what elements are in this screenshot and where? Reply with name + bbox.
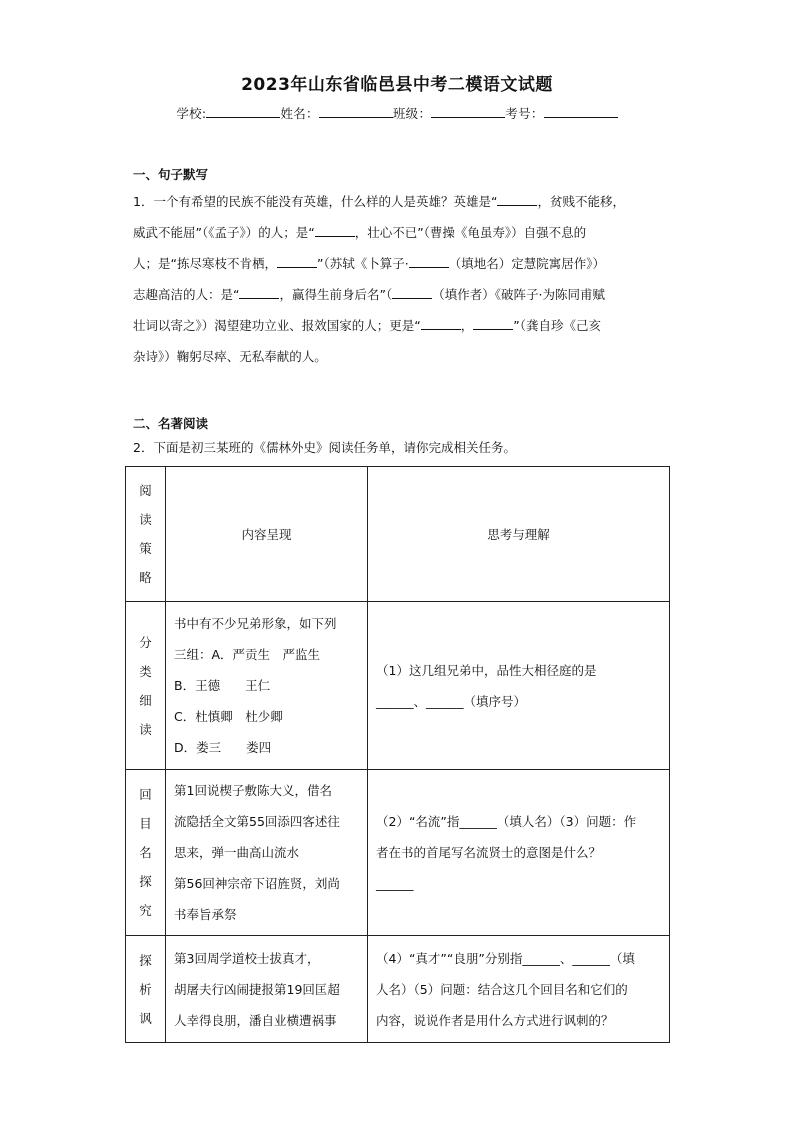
row-content: 第3回周学道校士拔真才， 胡屠夫行凶闹捷报第19回匡超 人幸得良朋，潘自业横遭祸事 bbox=[166, 936, 368, 1043]
table-row bbox=[126, 770, 670, 936]
q1-line-4: 志趣高洁的人：是“ ，赢得生前身后名”（ （填作者）《破阵子·为陈同甫赋 bbox=[133, 287, 605, 302]
section1-heading: 一、句子默写 bbox=[133, 167, 209, 182]
row-strategy: 分类细读 bbox=[126, 602, 166, 770]
row-thinking[interactable]: （4）“真才”“良朋”分别指______、______（填 人名）（5）问题：结合这几个回目名和它们的 内容，说说作者是用什么方式进行讽刺的？ bbox=[368, 936, 670, 1043]
question1-text bbox=[133, 186, 673, 372]
q1-line-5: 壮词以寄之》）渴望建功立业、报效国家的人；更是“ ， ”（龚自珍《己亥 bbox=[133, 318, 601, 333]
q1-line-1: 1．一个有希望的民族不能没有英雄，什么样的人是英雄？英雄是“ ，贫贱不能移， bbox=[133, 194, 625, 209]
class-blank[interactable] bbox=[431, 105, 505, 118]
q1-line-6: 杂诗》）鞠躬尽瘁、无私奉献的人。 bbox=[133, 349, 327, 364]
header-strategy: 阅读策略 bbox=[126, 467, 166, 602]
table-row bbox=[126, 602, 670, 770]
header-content: 内容呈现 bbox=[166, 467, 368, 602]
exam-no-label: 考号： bbox=[505, 106, 544, 121]
page-title: 2023年山东省临邑县中考二模语文试题 bbox=[241, 75, 553, 95]
header-thinking: 思考与理解 bbox=[368, 467, 670, 602]
row-thinking[interactable]: （2）“名流”指______（填人名）（3）问题：作 者在书的首尾写名流贤士的意图是什么？ ______ bbox=[368, 770, 670, 936]
row-strategy: 回目名探究 bbox=[126, 770, 166, 936]
reading-task-table bbox=[125, 466, 670, 1043]
question2-intro: 2．下面是初三某班的《儒林外史》阅读任务单，请你完成相关任务。 bbox=[133, 440, 516, 455]
q1-line-3: 人；是“拣尽寒枝不肯栖， ”（苏轼《卜算子· （填地名）定慧院寓居作》） bbox=[133, 256, 605, 271]
answer-blank[interactable] bbox=[421, 316, 461, 330]
answer-blank[interactable] bbox=[277, 254, 317, 268]
table-row bbox=[126, 936, 670, 1043]
answer-blank[interactable] bbox=[315, 223, 355, 237]
answer-blank[interactable] bbox=[473, 316, 513, 330]
name-blank[interactable] bbox=[319, 105, 393, 118]
row-strategy: 探析讽 bbox=[126, 936, 166, 1043]
row-thinking[interactable]: （1）这几组兄弟中，品性大相径庭的是 ______、______（填序号） bbox=[368, 602, 670, 770]
class-label: 班级： bbox=[392, 106, 432, 121]
answer-blank[interactable] bbox=[239, 285, 279, 299]
student-info-line bbox=[0, 104, 794, 122]
exam-no-blank[interactable] bbox=[544, 105, 618, 118]
table-header-row bbox=[126, 467, 670, 602]
answer-blank[interactable] bbox=[409, 254, 449, 268]
answer-blank[interactable] bbox=[392, 285, 432, 299]
name-label: 姓名： bbox=[280, 106, 319, 121]
section2-heading: 二、名著阅读 bbox=[133, 416, 209, 431]
row-content: 书中有不少兄弟形象，如下列 三组：A．严贡生 严监生 B．王德 王仁 C．杜慎卿 杜少卿 D．娄三 娄四 bbox=[166, 602, 368, 770]
q1-line-2: 威武不能屈”（《孟子》）的人；是“ ，壮心不已”（曹操《龟虽寿》）自强不息的 bbox=[133, 225, 587, 240]
school-blank[interactable] bbox=[206, 105, 280, 118]
answer-blank[interactable] bbox=[497, 192, 537, 206]
row-content: 第1回说楔子敷陈大义，借名 流隐括全文第55回添四客述往 思来，弹一曲高山流水 第56回神宗帝下诏旌贤，刘尚 书奉旨承祭 bbox=[166, 770, 368, 936]
school-label: 学校: bbox=[176, 106, 207, 121]
